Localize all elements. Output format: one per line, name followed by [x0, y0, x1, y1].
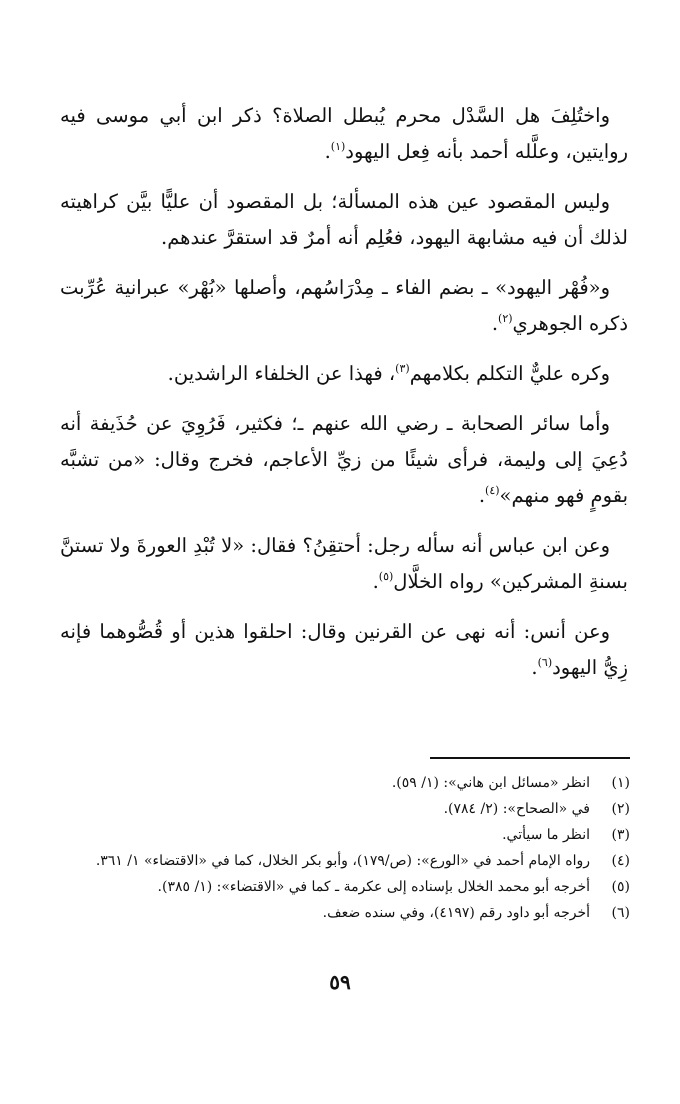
footnote-number: (٢): [611, 801, 630, 817]
page-number: ٥٩: [329, 970, 351, 994]
footnotes: [50, 770, 630, 926]
footnote-number: (٥): [611, 879, 630, 895]
footnote-text: انظر «مسائل ابن هاني»: (١/ ٥٩).: [391, 775, 590, 791]
footnote: [50, 822, 630, 848]
footnote: [50, 874, 630, 900]
paragraph: وليس المقصود عين هذه المسألة؛ بل المقصود أن عليًّا بيَّن كراهيته لذلك أن فيه مشابهة اليهود، فعُلِم أنه أمرٌ قد استقرَّ عندهم.: [60, 190, 628, 249]
footnote-ref: (٣): [395, 362, 410, 375]
paragraph: وكره عليٌّ التكلم بكلامهم$^{(٣)}$، فهذا عن الخلفاء الراشدين.: [167, 362, 610, 385]
footnote: [50, 900, 630, 926]
paragraph: وأما سائر الصحابة ـ رضي الله عنهم ـ؛ فكثير، فَرُوِيَ عن حُذَيفة أنه دُعِيَ إلى وليمة، فرأى شيئًا من زيِّ الأعاجم، فخرج وقال: «من تشبَّه بقومٍ فهو منهم»$^{(٤)}$.: [60, 412, 628, 507]
footnote-number: (١): [611, 775, 630, 791]
footnote: [50, 770, 630, 796]
footnote-ref: (٥): [378, 570, 394, 583]
main-text: [60, 98, 628, 700]
paragraph: و«فُهْر اليهود» ـ بضم الفاء ـ مِدْرَاسُهم، وأصلها «بُهْر» عبرانية عُرِّبت ذكره الجوهري$^{(٢)}$.: [60, 276, 628, 335]
footnote-text: أخرجه أبو محمد الخلال بإسناده إلى عكرمة ـ كما في «الاقتضاء»: (١/ ٣٨٥).: [157, 879, 590, 895]
footnote-text: في «الصحاح»: (٢/ ٧٨٤).: [443, 801, 590, 817]
paragraph: وعن ابن عباس أنه سأله رجل: أحتقِنُ؟ فقال: «لا تُبْدِ العورةَ ولا تستنَّ بسنةِ المشركين» رواه الخلَّال$^{(٥)}$.: [60, 534, 628, 593]
footnote-number: (٦): [611, 905, 630, 921]
footnote-text: انظر ما سيأتي.: [502, 827, 590, 843]
footnote-number: (٤): [611, 853, 630, 869]
footnote-ref: (٢): [498, 312, 513, 325]
footnote-ref: (٦): [537, 656, 553, 669]
footnote-text: رواه الإمام أحمد في «الورع»: (ص/١٧٩)، وأبو بكر الخلال، كما في «الاقتضاء» ١/ ٣٦١.: [95, 853, 590, 869]
footnote-text: أخرجه أبو داود رقم (٤١٩٧)، وفي سنده ضعف.: [322, 905, 590, 921]
paragraph: وعن أنس: أنه نهى عن القرنين وقال: احلقوا هذين أو قُصُّوهما فإنه زِيُّ اليهود$^{(٦)}$.: [60, 620, 628, 679]
footnote-number: (٣): [611, 827, 630, 843]
footnote-ref: (١): [330, 140, 346, 153]
footnote-ref: (٤): [485, 484, 500, 497]
footnote-divider: [430, 757, 630, 759]
footnote: [50, 848, 630, 874]
footnote: [50, 796, 630, 822]
paragraph: واختُلِفَ هل السَّدْل محرم يُبطل الصلاة؟ ذكر ابن أبي موسى فيه روايتين، وعلَّله أحمد بأنه فِعل اليهود$^{(١)}$.: [60, 104, 628, 163]
